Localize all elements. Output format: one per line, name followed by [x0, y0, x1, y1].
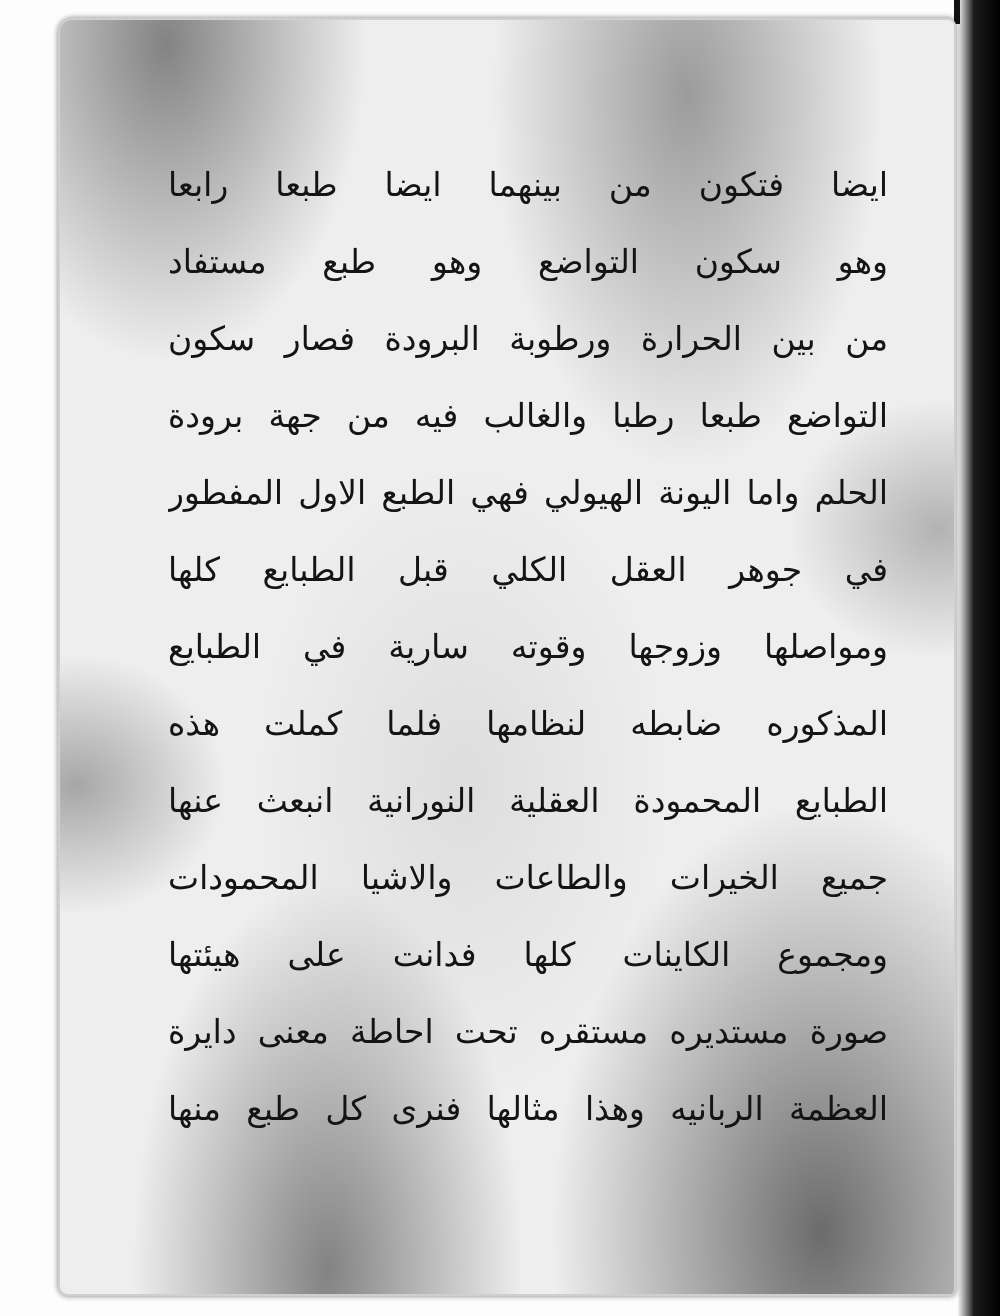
manuscript-line: التواضع طبعا رطبا والغالب فيه من جهة برودة [168, 396, 888, 435]
manuscript-line: ايضا فتكون من بينهما ايضا طبعا رابعا [168, 165, 888, 204]
manuscript-line: جميع الخيرات والطاعات والاشيا المحمودات [168, 858, 888, 897]
scan-dark-edge [958, 0, 1000, 1316]
manuscript-line: صورة مستديره مستقره تحت احاطة معنى دايرة [168, 1012, 888, 1051]
manuscript-line: ومجموع الكاينات كلها فدانت على هيئتها [168, 935, 888, 974]
manuscript-line: العظمة الربانيه وهذا مثالها فنرى كل طبع منها [168, 1089, 888, 1128]
scan-corner-mark [954, 0, 960, 24]
manuscript-line: الطبايع المحمودة العقلية النورانية انبعث عنها [168, 781, 888, 820]
manuscript-line: المذكوره ضابطه لنظامها فلما كملت هذه [168, 704, 888, 743]
manuscript-line: في جوهر العقل الكلي قبل الطبايع كلها [168, 550, 888, 589]
manuscript-line: وهو سكون التواضع وهو طبع مستفاد [168, 242, 888, 281]
manuscript-line: الحلم واما اليونة الهيولي فهي الطبع الاول المفطور [168, 473, 888, 512]
manuscript-text-block [168, 146, 888, 1147]
manuscript-line: ومواصلها وزوجها وقوته سارية في الطبايع [168, 627, 888, 666]
manuscript-page [58, 18, 956, 1296]
manuscript-line: من بين الحرارة ورطوبة البرودة فصار سكون [168, 319, 888, 358]
